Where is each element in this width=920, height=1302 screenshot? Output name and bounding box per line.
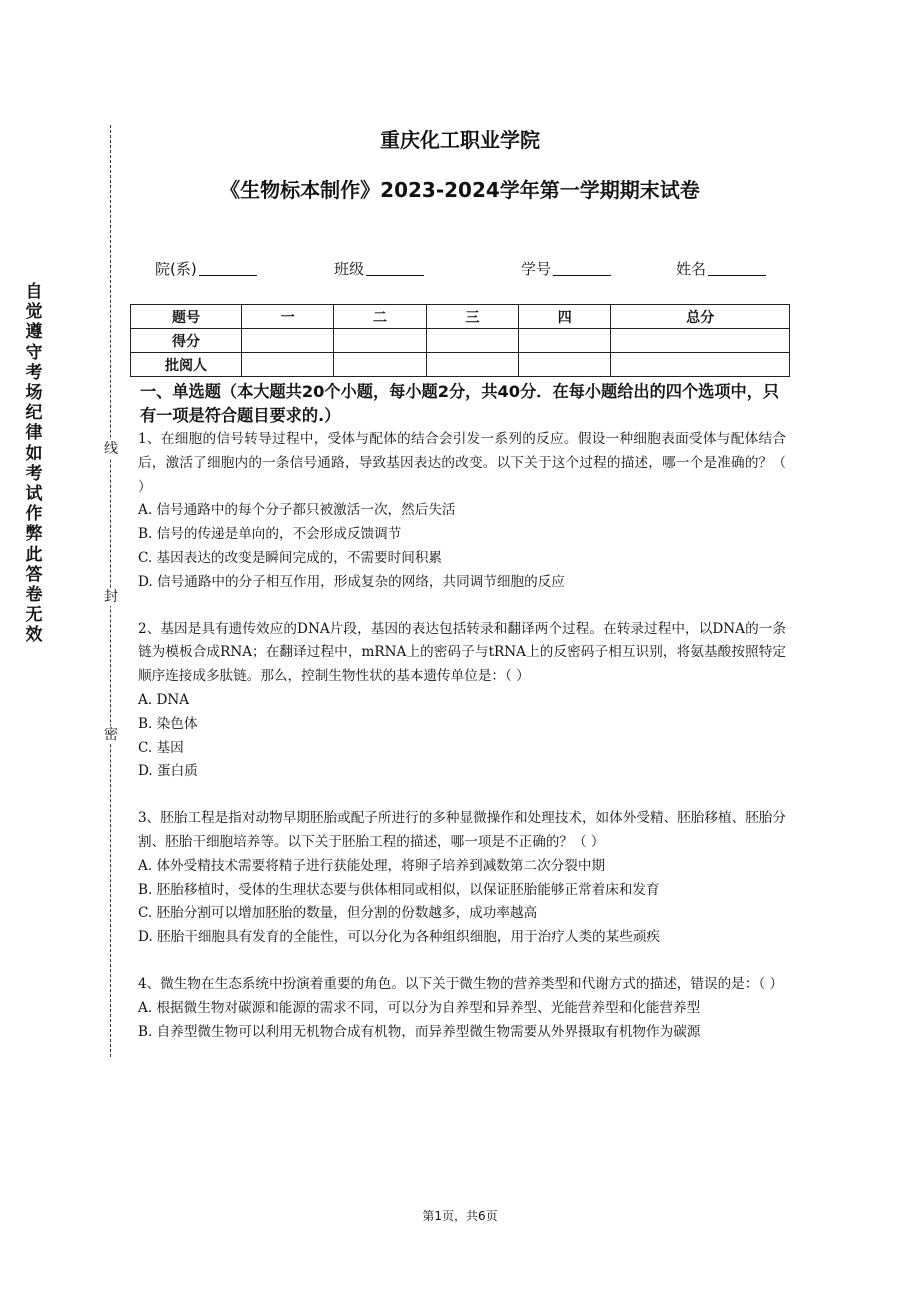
question-option: C. 基因表达的改变是瞬间完成的，不需要时间积累 [138,549,443,566]
question-option: A. 体外受精技术需要将精子进行获能处理，将卵子培养到减数第二次分裂中期 [138,857,606,874]
score-row [131,329,790,353]
question-stem: 4、微生物在生态系统中扮演着重要的角色。以下关于微生物的营养类型和代谢方式的描述，错误的是：（ ） [138,975,784,992]
class-label: 班级 [334,260,365,278]
dept-field[interactable] [155,258,257,279]
score-cell[interactable] [519,329,611,353]
question-4 [138,973,786,1044]
question-1 [138,428,786,595]
score-cell[interactable] [611,329,790,353]
student-id-label: 学号 [521,260,552,278]
dept-blank[interactable] [199,259,257,276]
grader-row-label: 批阅人 [131,353,242,377]
question-option: A. 根据微生物对碳源和能源的需求不同，可以分为自养型和异养型、光能营养型和化能营养型 [138,999,701,1016]
exam-content [138,380,786,1067]
score-table-header-row [131,305,790,329]
section-heading: 一、单选题（本大题共20个小题，每小题2分，共40分．在每小题给出的四个选项中，只有一项是符合题目要求的.） [140,382,780,425]
question-option: A. 信号通路中的每个分子都只被激活一次，然后失活 [138,502,456,519]
score-header-cell: 一 [242,305,334,329]
score-header-cell: 总分 [611,305,790,329]
question-option: B. 信号的传递是单向的，不会形成反馈调节 [138,526,402,543]
question-option: D. 蛋白质 [138,763,198,780]
dept-label: 院(系) [155,260,197,278]
score-header-cell: 三 [426,305,518,329]
question-option: D. 信号通路中的分子相互作用，形成复杂的网络，共同调节细胞的反应 [138,573,565,590]
page-footer: 第1页，共6页 [422,1209,498,1223]
grader-cell[interactable] [519,353,611,377]
grader-cell[interactable] [242,353,334,377]
question-2 [138,618,786,785]
name-label: 姓名 [676,260,707,278]
question-option: B. 自养型微生物可以利用无机物合成有机物，而异养型微生物需要从外界摄取有机物作为碳源 [138,1023,701,1040]
score-cell[interactable] [242,329,334,353]
grader-cell[interactable] [611,353,790,377]
question-option: B. 胚胎移植时，受体的生理状态要与供体相同或相似，以保证胚胎能够正常着床和发育 [138,881,660,898]
score-cell[interactable] [426,329,518,353]
class-blank[interactable] [366,259,424,276]
score-table [130,304,790,377]
seal-char-seal: 封 [104,589,118,605]
question-3 [138,807,786,950]
exam-discipline-notice: 自觉遵守考场纪律如考试作弊此答卷无效 [25,282,43,646]
name-blank[interactable] [708,259,766,276]
seal-char-secret: 密 [104,727,118,743]
question-stem: 3、胚胎工程是指对动物早期胚胎或配子所进行的多种显微操作和处理技术，如体外受精、胚胎移植、胚胎分割、胚胎干细胞培养等。以下关于胚胎工程的描述，哪一项是不正确的？（ ） [138,810,786,850]
question-option: A. DNA [138,691,190,708]
score-header-cell: 四 [519,305,611,329]
exam-title: 《生物标本制作》2023-2024学年第一学期期末试卷 [220,178,700,202]
school-name: 重庆化工职业学院 [380,128,540,152]
student-id-blank[interactable] [553,259,611,276]
grader-row [131,353,790,377]
name-field[interactable] [676,258,766,279]
question-option: C. 基因 [138,739,184,756]
question-option: D. 胚胎干细胞具有发育的全能性，可以分化为各种组织细胞，用于治疗人类的某些顽疾 [138,929,661,946]
score-cell[interactable] [334,329,426,353]
grader-cell[interactable] [426,353,518,377]
class-field[interactable] [334,258,424,279]
seal-char-line: 线 [104,441,118,457]
score-header-cell: 二 [334,305,426,329]
question-stem: 1、在细胞的信号转导过程中，受体与配体的结合会引发一系列的反应。假设一种细胞表面受体与配体结合后，激活了细胞内的一条信号通路，导致基因表达的改变。以下关于这个过程的描述，哪一个是准确的？（ ） [138,431,786,495]
question-option: C. 胚胎分割可以增加胚胎的数量，但分割的份数越多，成功率越高 [138,905,538,922]
question-stem: 2、基因是具有遗传效应的DNA片段，基因的表达包括转录和翻译两个过程。在转录过程中，以DNA的一条链为模板合成RNA；在翻译过程中，mRNA上的密码子与tRNA上的反密码子相互识别，将氨基酸按照特定顺序连接成多肽链。那么，控制生物性状的基本遗传单位是：（ ） [138,620,786,685]
student-id-field[interactable] [521,258,611,279]
question-option: B. 染色体 [138,715,198,732]
score-header-cell: 题号 [131,305,242,329]
score-row-label: 得分 [131,329,242,353]
grader-cell[interactable] [334,353,426,377]
